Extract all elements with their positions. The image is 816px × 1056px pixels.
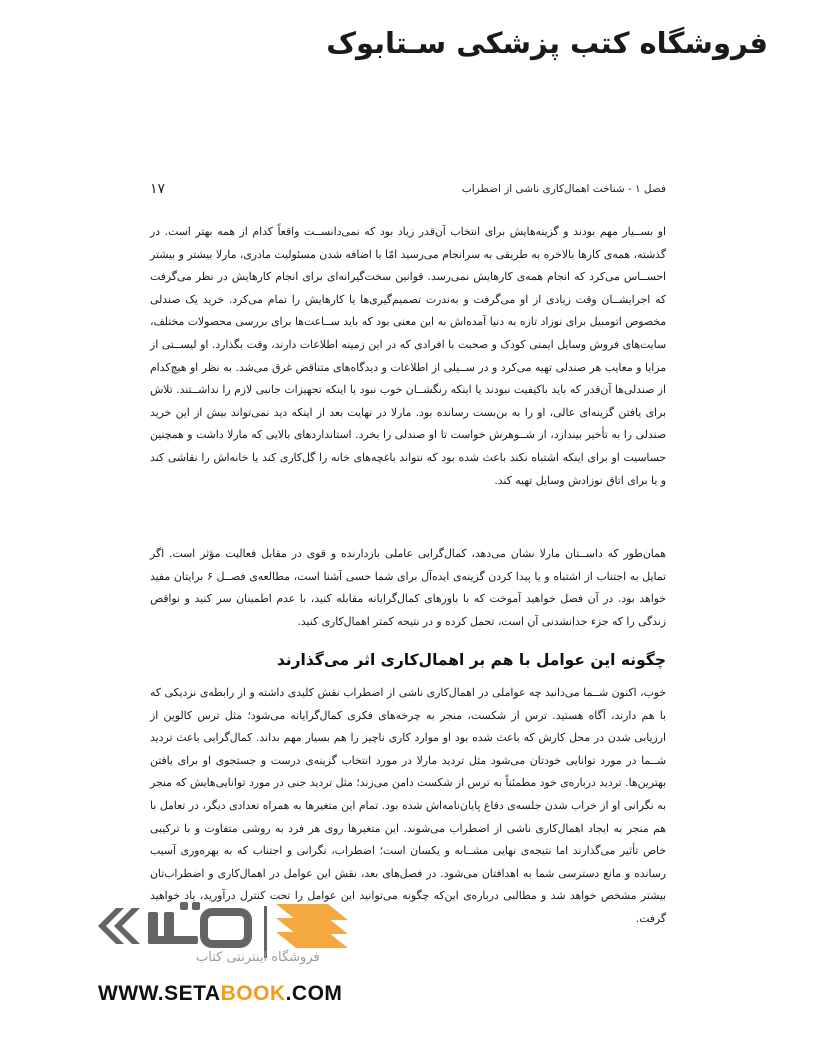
logo-subtitle: فروشگاه اینترنتی کتاب — [196, 950, 320, 965]
store-title: فروشگاه کتب پزشکی سـتابوک — [326, 26, 768, 60]
running-header — [150, 181, 666, 201]
setabook-logo — [88, 898, 378, 988]
page-number: ۱۷ — [150, 181, 166, 197]
section-heading: چگونه این عوامل با هم بر اهمال‌کاری اثر می‌گذارند — [276, 651, 666, 669]
paragraph-1: او بســیار مهم بودند و گزینه‌هایش برای انتخاب آن‌قدر زیاد بود که نمی‌دانســت واقعاً کدام از همه بهتر است. در گذشته، همه‌ی کارها بالاخره به طریقی به سرانجام می‌رسید امّا با اضافه شدن مسئولیت مادری، مارلا بیشتر و بیشتر احســاس می‌کرد که انجام همه‌ی کارهایش نمی‌رسد. قوانین سخت‌گیرانه‌ای برای انجام کارهایش در نظر می‌گرفت که اجرایشــان وقت زیادی از او می‌گرفت و به‌ندرت تصمیم‌گیری‌ها یا کارهایش را تمام می‌کرد. خرید یک صندلی مخصوص اتومبیل برای نوزاد تازه به دنیا آمده‌اش به این معنی بود که باید ســاعت‌ها برای بررسی محصولات مختلف، سایت‌های فروش وسایل ایمنی کودک و صحبت با افرادی که در این زمینه اطلاعات دارند، وقت بگذارد. او لیســتی از مزایا و معایب هر صندلی تهیه می‌کرد و در ســیلی از اطلاعات و دیدگاه‌های متناقض غرق می‌شد. به نظر او هیچ‌کدام از صندلی‌ها آن‌قدر که باید باکیفیت نبودند یا اینکه رنگشــان خوب نبود یا اینکه تجهیزات جانبی لازم را نداشــتند. تلاش برای یافتن گزینه‌ای عالی، او را به بن‌بست رسانده بود. مارلا در نهایت بعد از اینکه دید نمی‌تواند بیش از این خرید صندلی را به تأخیر بیندازد، از شــوهرش خواست تا او صندلی را بخرد. استانداردهای بالایی که مارلا داشت و همچنین حساسیت او برای اینکه اشتباه نکند باعث شده بود که نتواند باغچه‌های خانه را گل‌کاری کند یا خانه‌اش را نقاشی کند و یا برای اتاق نوزادش وسایل تهیه کند. — [150, 225, 666, 487]
url-suffix: .COM — [285, 982, 343, 1005]
url-prefix: WWW.SETA — [98, 982, 221, 1005]
setabook-logo-mark-icon — [88, 898, 378, 958]
website-url — [98, 982, 342, 1006]
paragraph-2: همان‌طور که داســتان مارلا نشان می‌دهد، کمال‌گرایی عاملی بازدارنده و قوی در مقابل فعالیت مؤثر است. اگر تمایل به اجتناب از اشتباه و یا پیدا کردن گزینه‌ی ایده‌آل برای شما حسی آشنا است، مطالعه‌ی فصــل ۶ برایتان مفید خواهد بود. در آن فصل خواهید آموخت که با باورهای کمال‌گرایانه مقابله کنید، با عدم اطمینان سر کنید و نواقص زندگی را که جزء جدانشدنی آن است، تحمل کرده و در نتیجه کمتر اهمال‌کاری کنید. — [150, 547, 666, 628]
chapter-title: فصل ۱ - شناخت اهمال‌کاری ناشی از اضطراب — [461, 183, 666, 195]
url-accent: BOOK — [220, 982, 286, 1005]
paragraph-3: خوب، اکنون شــما می‌دانید چه عواملی در اهمال‌کاری ناشی از اضطراب نقش کلیدی داشته و از رابطه‌ی نزدیکی که با هم دارند، آگاه هستید. ترس از شکست، منجر به چرخه‌های فکری کمال‌گرایانه می‌شود؛ مثل ترس کالوین از ارزیابی شدن در محل کارش که باعث شده بود او موارد کاری ناچیز را هم بسیار مهم بداند. کمال‌گرایی باعث تردید شــما در مورد توانایی خودتان می‌شود مثل تردید مارلا در مورد انتخاب گزینه‌ی درست و جستجوی او برای یافتن بهترین‌ها. تردید درباره‌ی خود مطمئناً به ترس از شکست دامن می‌زند؛ مثل تردید جنی در مورد توانایی‌هایش که منجر به نگرانی او از خراب شدن جلسه‌ی دفاع پایان‌نامه‌اش شده بود. تمام این متغیرها به همراه تعدادی دیگر، در تعامل با هم منجر به ایجاد اهمال‌کاری ناشی از اضطراب می‌شوند. این متغیرها روی هر فرد به روشی متفاوت و با ترکیبی خاص تأثیر می‌گذارند اما نتیجه‌ی نهایی مشــابه و یکسان است؛ اضطراب، نگرانی و اجتناب که به بهره‌وری آسیب رسانده و مانع دسترسی شما به اهدافتان می‌شود. در فصل‌های بعد، نقش این عوامل در اهمال‌کاری و اضطراب‌تان بیشتر مشخص خواهد شد و مطالبی درباره‌ی این‌که چگونه می‌توانید این عوامل را تحت کنترل درآورید، یاد خواهید گرفت. — [150, 686, 666, 925]
